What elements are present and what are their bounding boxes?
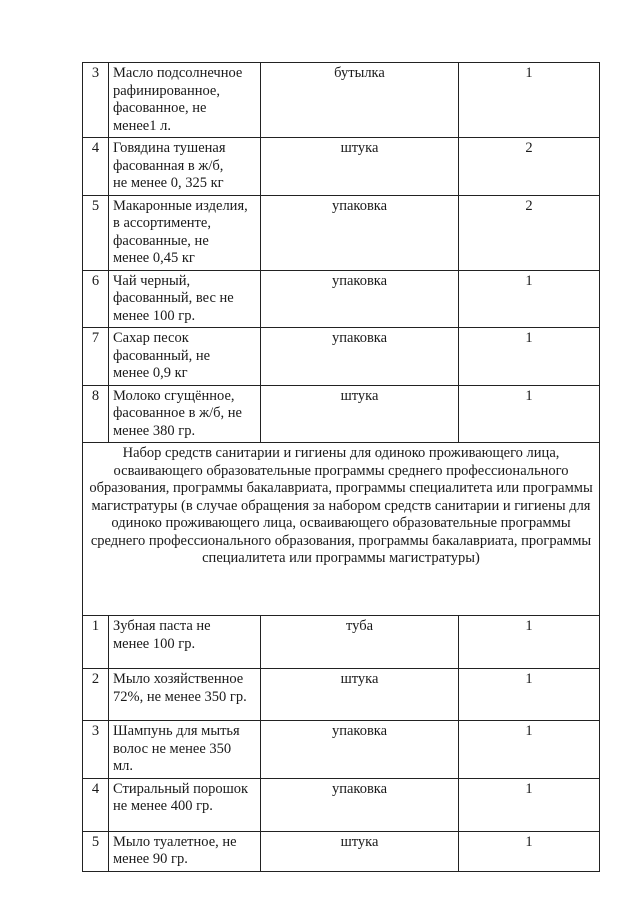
table-row <box>83 831 600 871</box>
table-row <box>83 778 600 831</box>
table-row <box>83 138 600 196</box>
row-number: 4 <box>83 138 109 196</box>
table-row <box>83 721 600 779</box>
item-name: Мыло туалетное, не менее 90 гр. <box>109 831 261 871</box>
row-number: 8 <box>83 385 109 443</box>
item-quantity: 1 <box>459 328 600 386</box>
table-row <box>83 63 600 138</box>
item-quantity: 2 <box>459 195 600 270</box>
item-quantity: 2 <box>459 138 600 196</box>
item-name: Стиральный порошок не менее 400 гр. <box>109 778 261 831</box>
item-name: Шампунь для мытья волос не менее 350 мл. <box>109 721 261 779</box>
table-row <box>83 385 600 443</box>
item-quantity: 1 <box>459 616 600 669</box>
row-number: 2 <box>83 669 109 721</box>
row-number: 7 <box>83 328 109 386</box>
item-quantity: 1 <box>459 721 600 779</box>
table-row <box>83 195 600 270</box>
row-number: 5 <box>83 195 109 270</box>
row-number: 5 <box>83 831 109 871</box>
row-number: 3 <box>83 721 109 779</box>
item-unit: упаковка <box>261 270 459 328</box>
section-heading-row <box>83 443 600 616</box>
item-name: Чай черный, фасованный, вес не менее 100 гр. <box>109 270 261 328</box>
item-name: Зубная паста не менее 100 гр. <box>109 616 261 669</box>
item-unit: упаковка <box>261 328 459 386</box>
item-name: Масло подсолнечное рафинированное, фасованное, не менее1 л. <box>109 63 261 138</box>
item-unit: штука <box>261 669 459 721</box>
item-quantity: 1 <box>459 385 600 443</box>
section-heading: Набор средств санитарии и гигиены для одиноко проживающего лица, осваивающего образовательные программы среднего профессионального образования, программы бакалавриата, программы специалитета или программы магистратуры (в случае обращения за набором средств санитарии и гигиены для одиноко проживающего лица, осваивающего образовательные программы среднего профессионального образования, программы бакалавриата, программы специалитета или программы магистратуры) <box>83 443 600 616</box>
row-number: 6 <box>83 270 109 328</box>
table-row <box>83 669 600 721</box>
item-quantity: 1 <box>459 831 600 871</box>
table-row <box>83 616 600 669</box>
table-row <box>83 328 600 386</box>
item-name: Макаронные изделия, в ассортименте, фасованные, не менее 0,45 кг <box>109 195 261 270</box>
row-number: 4 <box>83 778 109 831</box>
items-table <box>82 62 600 872</box>
item-unit: туба <box>261 616 459 669</box>
item-unit: упаковка <box>261 721 459 779</box>
row-number: 3 <box>83 63 109 138</box>
item-name: Мыло хозяйственное 72%, не менее 350 гр. <box>109 669 261 721</box>
item-name: Сахар песок фасованный, не менее 0,9 кг <box>109 328 261 386</box>
item-unit: упаковка <box>261 195 459 270</box>
item-unit: штука <box>261 385 459 443</box>
item-unit: упаковка <box>261 778 459 831</box>
item-unit: штука <box>261 831 459 871</box>
table-row <box>83 270 600 328</box>
item-quantity: 1 <box>459 270 600 328</box>
item-unit: штука <box>261 138 459 196</box>
item-quantity: 1 <box>459 63 600 138</box>
item-name: Говядина тушеная фасованная в ж/б, не менее 0, 325 кг <box>109 138 261 196</box>
item-unit: бутылка <box>261 63 459 138</box>
item-name: Молоко сгущённое, фасованное в ж/б, не менее 380 гр. <box>109 385 261 443</box>
item-quantity: 1 <box>459 778 600 831</box>
item-quantity: 1 <box>459 669 600 721</box>
row-number: 1 <box>83 616 109 669</box>
